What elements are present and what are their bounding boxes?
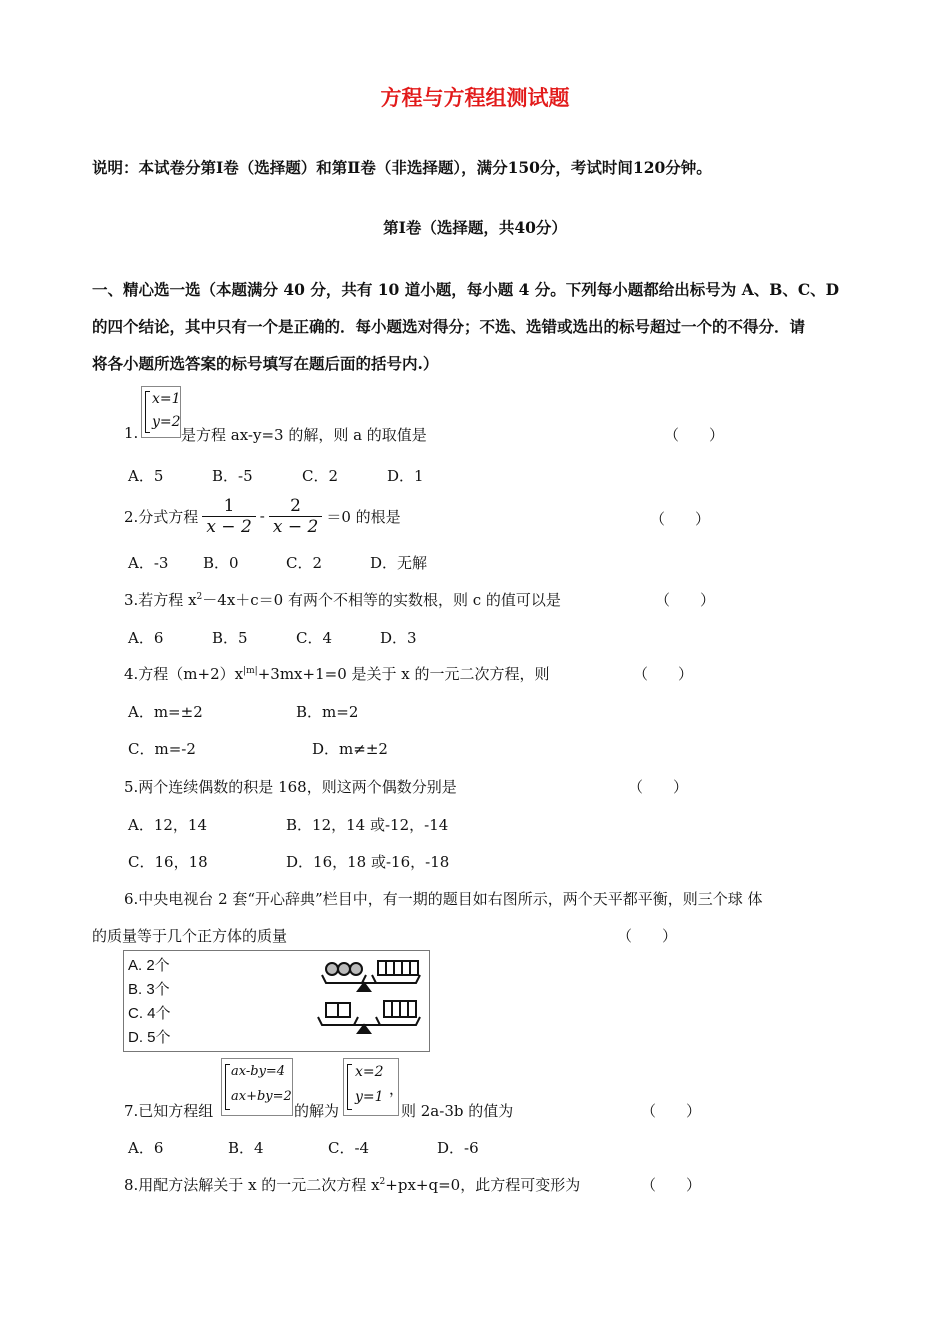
q7-sys2-line-1: x=2 bbox=[355, 1064, 384, 1080]
q2-frac1-numerator: 1 bbox=[223, 495, 235, 516]
question-7-answer-blank: （ ） bbox=[641, 1102, 702, 1120]
page-title: 方程与方程组测试题 bbox=[380, 85, 570, 110]
q2-fraction-1 bbox=[202, 496, 255, 537]
question-4-answer-blank: （ ） bbox=[633, 665, 694, 683]
q7-option-c: C．-4 bbox=[328, 1139, 370, 1157]
q7-middle: 的解为 bbox=[294, 1102, 340, 1120]
question-3-answer-blank: （ ） bbox=[655, 591, 716, 609]
q3-exponent: 2 bbox=[196, 592, 203, 602]
question-5-answer-blank: （ ） bbox=[628, 778, 689, 796]
q1-sys-line-2: y=2 bbox=[152, 414, 181, 430]
q3-post: －4x＋c＝0 有两个不相等的实数根，则 c 的值可以是 bbox=[202, 591, 561, 609]
q1-option-a: A．5 bbox=[128, 467, 164, 485]
question-2-text bbox=[124, 491, 401, 541]
q2-suffix: ＝0 的根是 bbox=[326, 507, 401, 526]
question-8-answer-blank: （ ） bbox=[641, 1176, 702, 1194]
q3-pre: 3.若方程 x bbox=[124, 591, 197, 609]
q7-prefix: 7.已知方程组 bbox=[124, 1102, 214, 1120]
balance-scales-image bbox=[304, 953, 424, 1049]
q3-option-c: C．4 bbox=[296, 629, 333, 647]
section-instructions-line-2: 的四个结论，其中只有一个是正确的．每小题选对得分；不选、选错或选出的标号超过一个的不得分．请 bbox=[92, 317, 806, 336]
q7-sys1-line-2: ax+by=2 bbox=[231, 1089, 292, 1104]
q2-option-a: A．-3 bbox=[128, 554, 169, 572]
q2-frac2-denominator: x − 2 bbox=[269, 516, 322, 537]
q2-fraction-2 bbox=[269, 496, 322, 537]
q4-option-a: A．m=±2 bbox=[128, 703, 203, 721]
q6-option-c: C. 4个 bbox=[128, 1005, 171, 1022]
q8-exponent: 2 bbox=[379, 1177, 386, 1187]
question-2-answer-blank: （ ） bbox=[650, 510, 711, 528]
section-instructions-line-1: 一、精心选一选（本题满分 40 分，共有 10 道小题，每小题 4 分。下列每小题都给出标号为 A、B、C、D bbox=[92, 280, 840, 299]
question-5-text: 5.两个连续偶数的积是 168，则这两个偶数分别是 bbox=[124, 778, 457, 796]
question-1-equation-system bbox=[141, 386, 181, 438]
question-6-answer-blank: （ ） bbox=[617, 927, 678, 945]
q2-frac1-denominator: x − 2 bbox=[202, 516, 255, 537]
q7-option-a: A．6 bbox=[128, 1139, 164, 1157]
q4-exponent: |m| bbox=[243, 666, 258, 676]
q2-option-d: D．无解 bbox=[370, 554, 428, 572]
q5-option-c: C．16，18 bbox=[128, 853, 208, 871]
q2-minus: - bbox=[259, 507, 265, 525]
question-6-text-line-1: 6.中央电视台 2 套“开心辞典”栏目中，有一期的题目如右图所示，两个天平都平衡，则三个球 体 bbox=[124, 890, 763, 908]
q6-option-b: B. 3个 bbox=[128, 981, 170, 998]
q7-sys2-line-2: y=1 bbox=[355, 1089, 384, 1105]
q6-option-d: D. 5个 bbox=[128, 1029, 171, 1046]
q4-option-b: B．m=2 bbox=[296, 703, 359, 721]
q7-option-b: B．4 bbox=[228, 1139, 264, 1157]
q2-frac2-numerator: 2 bbox=[290, 495, 301, 516]
question-4-text bbox=[124, 663, 550, 684]
question-6-figure bbox=[123, 950, 430, 1052]
question-6-text-line-2: 的质量等于几个正方体的质量 bbox=[92, 927, 288, 945]
q7-option-d: D．-6 bbox=[437, 1139, 479, 1157]
q8-pre: 8.用配方法解关于 x 的一元二次方程 x bbox=[124, 1176, 380, 1194]
question-8-text bbox=[124, 1174, 580, 1195]
q1-option-b: B．-5 bbox=[212, 467, 253, 485]
section-instructions-line-3: 将各小题所选答案的标号填写在题后面的括号内.） bbox=[92, 354, 439, 373]
q7-suffix: 则 2a-3b 的值为 bbox=[401, 1102, 514, 1120]
q7-comma: ， bbox=[389, 1080, 405, 1098]
q4-option-d: D．m≠±2 bbox=[312, 740, 388, 758]
question-1-text: 是方程 ax-y=3 的解，则 a 的取值是 bbox=[181, 426, 427, 444]
q1-sys-line-1: x=1 bbox=[152, 391, 181, 407]
q1-option-c: C．2 bbox=[302, 467, 339, 485]
q4-pre: 4.方程（m+2）x bbox=[124, 665, 244, 683]
q2-option-c: C．2 bbox=[286, 554, 323, 572]
bottom-balance-scale bbox=[318, 1001, 420, 1033]
q3-option-d: D．3 bbox=[380, 629, 417, 647]
q2-prefix: 2.分式方程 bbox=[124, 507, 199, 526]
q5-option-d: D．16，18 或-16，-18 bbox=[286, 853, 450, 871]
part-one-heading: 第Ⅰ卷（选择题，共40分） bbox=[383, 218, 567, 237]
question-1-answer-blank: （ ） bbox=[664, 426, 725, 444]
q5-option-a: A．12，14 bbox=[128, 816, 208, 834]
question-1-number: 1. bbox=[124, 424, 139, 442]
q8-post: +px+q=0，此方程可变形为 bbox=[385, 1176, 581, 1194]
q3-option-a: A．6 bbox=[128, 629, 164, 647]
q3-option-b: B．5 bbox=[212, 629, 248, 647]
q4-post: +3mx+1=0 是关于 x 的一元二次方程，则 bbox=[257, 665, 550, 683]
q1-option-d: D．1 bbox=[387, 467, 424, 485]
question-3-text bbox=[124, 589, 561, 610]
q2-option-b: B．0 bbox=[203, 554, 239, 572]
top-balance-scale bbox=[322, 961, 420, 991]
q4-option-c: C．m=-2 bbox=[128, 740, 196, 758]
exam-instructions: 说明：本试卷分第Ⅰ卷（选择题）和第Ⅱ卷（非选择题），满分150分，考试时间120分钟。 bbox=[92, 158, 712, 177]
q7-sys1-line-1: ax-by=4 bbox=[231, 1064, 286, 1079]
q6-option-a: A. 2个 bbox=[128, 957, 170, 974]
q7-equation-system bbox=[221, 1058, 293, 1116]
q5-option-b: B．12，14 或-12，-14 bbox=[286, 816, 449, 834]
